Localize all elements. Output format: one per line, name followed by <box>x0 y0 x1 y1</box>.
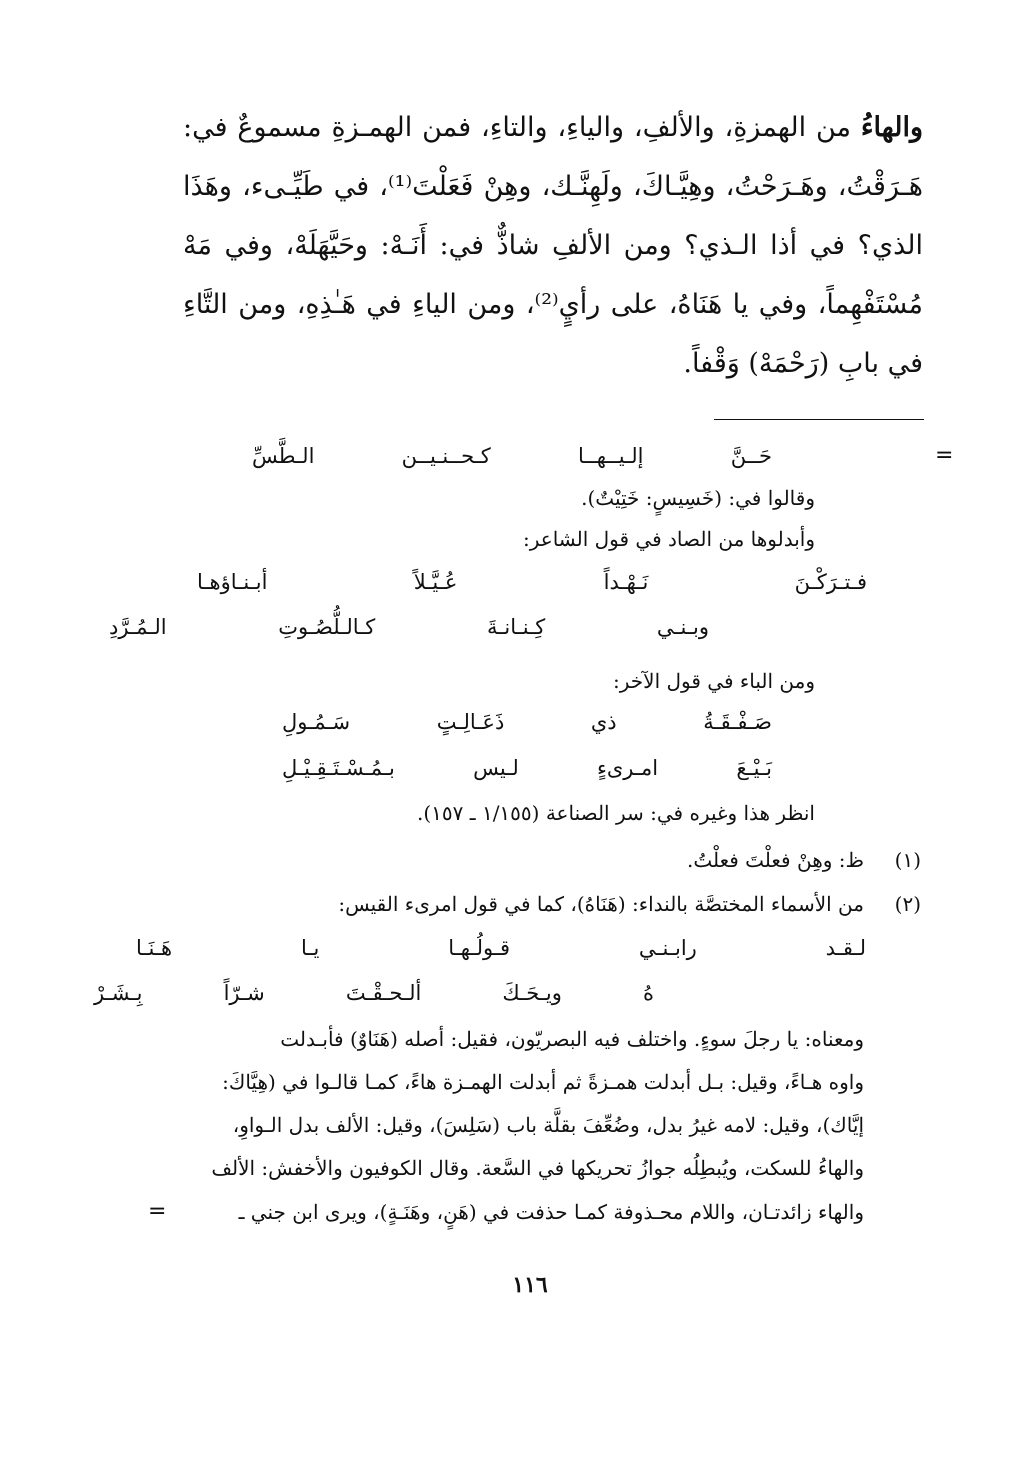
main-paragraph <box>183 98 923 393</box>
verse-4a-word: هَـنَـا <box>136 936 173 960</box>
verse-4a-word: لـقـد <box>825 936 866 960</box>
verse-2b-word: الـمُـرَّدِ <box>109 615 167 639</box>
main-paragraph-lead-word: والهاءُ <box>860 112 923 143</box>
footnote-prose-line: إيَّاك)، وقيل: لامه غيرُ بدل، وضُعِّفَ بقلَّة باب (سَلِسَ)، وقيل: الألف بدل الـواوِ، <box>232 1113 864 1137</box>
verse-4b-word: شـرّاً <box>223 981 265 1005</box>
verse-2b-word: كـالـلُّصُـوتِ <box>278 615 376 639</box>
verse-2-second-hemistich <box>109 612 709 642</box>
footnote-2-number: (٢) <box>894 892 921 916</box>
verse-3a-word: سَـمُـولِ <box>282 710 351 734</box>
verse-2-first-hemistich <box>197 567 867 597</box>
verse-4-second-hemistich <box>94 978 654 1008</box>
verse-1-word: كـحــنـيــن <box>401 444 491 468</box>
verse-3b-word: امـرىءٍ <box>596 756 659 780</box>
verse-1-word: حَــنَّ <box>730 444 772 468</box>
verse-4a-word: رابـنـي <box>638 936 697 960</box>
verse-2b-word: وبـنـي <box>656 615 709 639</box>
verse-1 <box>252 441 772 471</box>
footnote-1-text: ظ: وهِنْ فعلْتَ فعلْتُ. <box>686 848 864 872</box>
verse-3b-word: لـيس <box>473 756 519 780</box>
verse-2a-word: نَـهْـداً <box>603 570 649 594</box>
verse-3b-word: بَـيْـعَ <box>736 756 772 780</box>
verse-3a-word: ذي <box>590 710 617 734</box>
footnote-prose-line: والهاءُ للسكت، ويُبطِلُه جوازُ تحريكها في السَّعة. وقال الكوفيون والأخفش: الألف <box>211 1156 864 1180</box>
main-paragraph-text <box>183 98 923 393</box>
footnote-prose-line: ومعناه: يا رجلَ سوءٍ. واختلف فيه البصريّون، فقيل: أصله (هَنَاوٌ) فأبـدلت <box>280 1027 864 1051</box>
verse-3-second-hemistich <box>282 753 772 783</box>
footnote-line-ba: ومن الباء في قول الآخر: <box>613 669 815 693</box>
verse-4a-word: يـا <box>300 936 320 960</box>
verse-2a-word: فـتـرَكْـنَ <box>794 570 867 594</box>
footnote-prose-line: والهاء زائدتـان، واللام محـذوفة كمـا حذفت في (هَنٍ، وهَنَـةٍ)، ويرى ابن جني ـ <box>238 1200 864 1224</box>
verse-3a-word: ذَعَـالِـتٍ <box>436 710 505 734</box>
verse-4b-word: ويـحَـكَ <box>502 981 562 1005</box>
footnote-separator-line <box>714 419 924 420</box>
verse-4a-word: قـولُـهـا <box>448 936 511 960</box>
verse-1-word: الـطَّسِّ <box>252 444 315 468</box>
main-paragraph-body: من الهمزةِ، والألفِ، والياءِ، والتاءِ، فمن الهمـزةِ مسموعٌ في: هَـرَقْتُ، وهَـرَحْتُ، وهِيَّـاكَ، ولَهِنَّـك، وهِنْ فَعَلْتَ⁽¹⁾، في طَيِّـىء، وهَذَا الذي؟ في أذا الـذي؟ ومن الألفِ شاذٌّ في: أَنَـهْ: وحَيَّهَلَهْ، وفي مَهْ مُسْتَفْهِماً، وفي يا هَنَاهُ، على رأيٍ⁽²⁾، ومن الياءِ في هَـٰذِهِ، ومن التَّاءِ في بابِ (رَحْمَهْ) وَقْفاً. <box>183 112 923 379</box>
verse-3-first-hemistich <box>282 707 772 737</box>
verse-2a-word: عُـيَّـلاً <box>413 570 458 594</box>
verse-3b-word: بـمُـسْـتَـقِـيْـلِ <box>282 756 395 780</box>
verse-2a-word: أبـنـاؤهـا <box>197 570 268 594</box>
verse-2b-word: كِـنـانـةَ <box>486 615 546 639</box>
footnote-line-sad: وأبدلوها من الصاد في قول الشاعر: <box>522 527 815 551</box>
footnote-source-reference: انظر هذا وغيره في: سر الصناعة (١/١٥٥ ـ ١٥٧). <box>416 801 815 825</box>
verse-4b-word: هُ <box>642 981 654 1005</box>
footnote-1-number: (١) <box>894 848 921 872</box>
footnote-prose-line: واوه هـاءً، وقيل: بـل أبدلت همـزةً ثم أبدلت الهمـزة هاءً، كمـا قالـوا في (هِيَّاكَ: <box>222 1070 864 1094</box>
verse-4-first-hemistich <box>136 933 866 963</box>
continuation-mark-bottom: = <box>148 1199 167 1224</box>
footnote-2-text: من الأسماء المختصَّة بالنداء: (هَنَاهُ)، كما في قول امرىء القيس: <box>338 892 864 916</box>
verse-4b-word: ألـحـقْـتَ <box>345 981 422 1005</box>
page-number: ١١٦ <box>512 1272 548 1298</box>
verse-4b-word: بِـشَـرْ <box>94 981 143 1005</box>
verse-3a-word: صَـفْـقَـةُ <box>703 710 772 734</box>
footnote-line-khasis: وقالوا في: (خَسِيسٍ: خَتِيْتٌ). <box>581 486 815 510</box>
verse-1-word: إلـيــهــا <box>578 444 644 468</box>
continuation-mark-top: = <box>935 443 954 468</box>
